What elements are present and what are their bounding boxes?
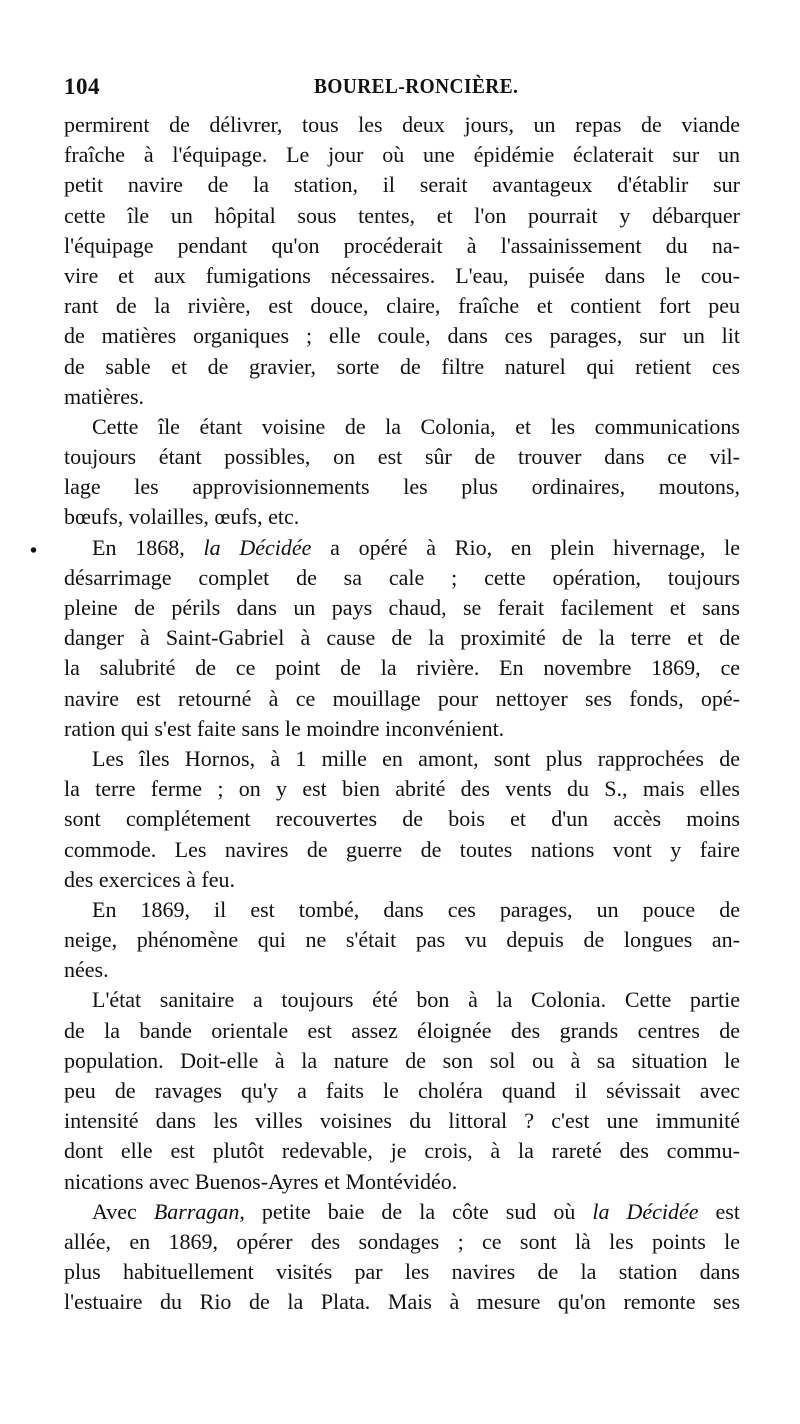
running-title: BOUREL-RONCIÈRE.	[314, 74, 519, 98]
text-line: L'état sanitaire a toujours été bon à la Colonia. Cette partie	[92, 987, 740, 1013]
text-line: la salubrité de ce point de la rivière. En novembre 1869, ce	[64, 655, 740, 681]
running-head	[64, 74, 744, 104]
text-line: de sable et de gravier, sorte de filtre naturel qui retient ces	[64, 353, 740, 379]
text-line: peu de ravages qu'y a faits le choléra quand il sévissait avec	[64, 1078, 740, 1103]
text-line: l'estuaire du Rio de la Plata. Mais à mesure qu'on remonte ses	[64, 1289, 740, 1315]
text-run: est	[698, 1198, 740, 1224]
ship-name: la Décidée	[592, 1198, 699, 1224]
text-line: Cette île étant voisine de la Colonia, et les communications	[92, 413, 740, 439]
text-line: vire et aux fumigations nécessaires. L'eau, puisée dans le cou-	[64, 262, 740, 288]
text-run: En 1868,	[92, 534, 204, 560]
text-line: neige, phénomène qui ne s'était pas vu depuis de longues an-	[64, 927, 740, 953]
text-run: , petite baie de la côte sud où	[239, 1198, 593, 1224]
ship-name: la Décidée	[203, 534, 312, 560]
text-line: allée, en 1869, opérer des sondages ; ce sont là les points le	[64, 1228, 740, 1254]
text-line: Les îles Hornos, à 1 mille en amont, sont plus rapprochées de	[92, 745, 740, 771]
text-line: de matières organiques ; elle coule, dans ces parages, sur un lit	[64, 323, 740, 349]
text-line	[64, 1197, 740, 1227]
text-line: commode. Les navires de guerre de toutes nations vont y faire	[64, 836, 740, 862]
page-number: 104	[64, 74, 100, 99]
text-line: ration qui s'est faite sans le moindre inconvénient.	[64, 715, 505, 741]
text-line: lage les approvisionnements les plus ordinaires, moutons,	[64, 474, 740, 500]
text-line: cette île un hôpital sous tentes, et l'on pourrait y débarquer	[64, 202, 740, 228]
text-line: dont elle est plutôt redevable, je crois, à la rareté des commu-	[64, 1138, 740, 1164]
text-line: nées.	[64, 957, 109, 983]
text-line: pleine de périls dans un pays chaud, se ferait facilement et sans	[64, 595, 740, 620]
text-line: petit navire de la station, il serait avantageux d'établir sur	[64, 172, 740, 198]
text-line: rant de la rivière, est douce, claire, fraîche et contient fort peu	[64, 293, 740, 319]
text-line: l'équipage pendant qu'on procéderait à l'assainissement du na-	[64, 232, 740, 258]
text-run: Avec	[92, 1198, 154, 1224]
text-line: navire est retourné à ce mouillage pour nettoyer ses fonds, opé-	[64, 685, 740, 711]
text-line: bœufs, volailles, œufs, etc.	[64, 504, 300, 530]
text-line: matières.	[64, 383, 145, 409]
text-line: plus habituellement visités par les navires de la station dans	[64, 1259, 740, 1285]
text-line: population. Doit-elle à la nature de son sol ou à sa situation le	[64, 1047, 740, 1073]
text-line: la terre ferme ; on y est bien abrité des vents du S., mais elles	[64, 776, 740, 802]
text-line: nications avec Buenos-Ayres et Montévidéo.	[64, 1168, 458, 1194]
text-line: En 1869, il est tombé, dans ces parages, un pouce de	[92, 896, 740, 922]
text-line: danger à Saint-Gabriel à cause de la proximité de la terre et de	[64, 625, 740, 651]
text-line: sont complétement recouvertes de bois et d'un accès moins	[64, 806, 740, 832]
text-line: désarrimage complet de sa cale ; cette opération, toujours	[64, 564, 740, 590]
text-line: toujours étant possibles, on est sûr de trouver dans ce vil-	[64, 444, 740, 470]
text-line: intensité dans les villes voisines du littoral ? c'est une immunité	[64, 1108, 740, 1134]
margin-mark: •	[30, 540, 38, 562]
place-name: Barragan	[153, 1198, 240, 1224]
text-line: permirent de délivrer, tous les deux jours, un repas de viande	[64, 112, 740, 137]
body-text	[64, 110, 740, 1318]
text-line: de la bande orientale est assez éloignée des grands centres de	[64, 1017, 740, 1043]
text-line: fraîche à l'équipage. Le jour où une épidémie éclaterait sur un	[64, 142, 740, 168]
text-line	[64, 533, 740, 563]
text-line: des exercices à feu.	[64, 866, 236, 892]
text-run: a opéré à Rio, en plein hivernage, le	[311, 534, 740, 560]
